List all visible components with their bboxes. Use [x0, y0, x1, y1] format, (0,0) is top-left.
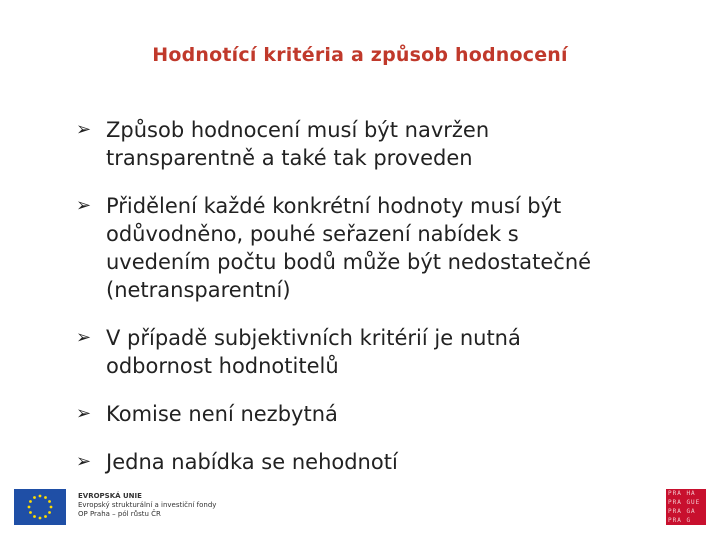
bullet-line: Přidělení každé konkrétní hodnoty musí být [106, 194, 562, 218]
praha-logo-row: PRA HA [668, 490, 696, 497]
eu-star [33, 515, 36, 518]
praha-logo-row: PRA GUE [668, 499, 701, 506]
arrowhead-bullet-icon: ➢ [76, 327, 92, 348]
bullet-item [76, 116, 676, 172]
bullet-line: uvedením počtu bodů může být nedostatečné [106, 250, 592, 274]
bullet-list [76, 116, 676, 476]
eu-star [48, 500, 51, 503]
bullet-line: odůvodněno, pouhé seřazení nabídek s [106, 222, 519, 246]
eu-star [29, 500, 32, 503]
bullet-line: Jedna nabídka se nehodnotí [106, 450, 398, 474]
praha-logo-row: PRA GA [668, 508, 696, 515]
eu-star [44, 496, 47, 499]
eu-star [29, 511, 32, 514]
eu-star [44, 515, 47, 518]
eu-line: Evropský strukturální a investiční fondy [78, 501, 217, 509]
arrowhead-bullet-icon: ➢ [76, 451, 92, 472]
arrowhead-bullet-icon: ➢ [76, 403, 92, 424]
bullet-item [76, 400, 676, 428]
praha-logo-icon [666, 489, 706, 525]
eu-line: OP Praha – pól růstu ČR [78, 510, 161, 518]
bullet-line: (netransparentní) [106, 278, 291, 302]
eu-star [50, 506, 53, 509]
eu-caption [78, 492, 238, 519]
bullet-line: transparentně a také tak proveden [106, 146, 473, 170]
praha-logo-row: PRA G [668, 517, 692, 524]
bullet-line: V případě subjektivních kritérií je nutná [106, 326, 521, 350]
eu-star [48, 511, 51, 514]
bullet-item [76, 448, 676, 476]
bullet-item [76, 324, 676, 380]
eu-star [33, 496, 36, 499]
eu-star [39, 517, 42, 520]
arrowhead-bullet-icon: ➢ [76, 195, 92, 216]
bullet-item [76, 192, 676, 304]
arrowhead-bullet-icon: ➢ [76, 119, 92, 140]
eu-star [28, 506, 31, 509]
bullet-line: Způsob hodnocení musí být navržen [106, 118, 490, 142]
slide-title: Hodnotící kritéria a způsob hodnocení [152, 44, 568, 66]
eu-flag-icon [14, 489, 66, 525]
eu-heading: EVROPSKÁ UNIE [78, 492, 142, 500]
bullet-line: odbornost hodnotitelů [106, 354, 339, 378]
bullet-line: Komise není nezbytná [106, 402, 338, 426]
eu-star [39, 495, 42, 498]
